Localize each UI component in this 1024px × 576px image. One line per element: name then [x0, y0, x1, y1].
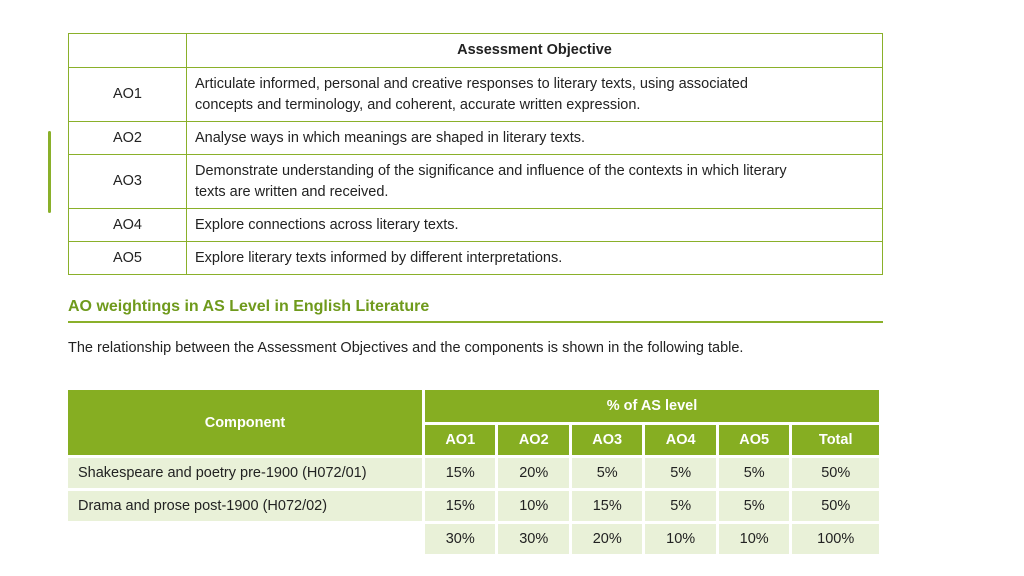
- weight-cell: 100%: [792, 524, 879, 554]
- table-row: [69, 209, 883, 242]
- ao-description: [187, 155, 883, 209]
- ao-description: [187, 209, 883, 242]
- weight-cell: 10%: [719, 524, 789, 554]
- ao-weightings-table: [65, 387, 882, 557]
- weight-cell: 5%: [719, 491, 789, 521]
- table-row: [68, 491, 879, 521]
- ao-code: AO4: [69, 209, 187, 242]
- ao-description: [187, 68, 883, 122]
- ao-description-line: Explore literary texts informed by different interpretations.: [195, 249, 563, 266]
- ao-description-line: Analyse ways in which meanings are shaped in literary texts.: [195, 129, 586, 146]
- component-name: [68, 524, 422, 554]
- weight-cell: 10%: [645, 524, 715, 554]
- percent-group-header: % of AS level: [425, 390, 879, 422]
- left-margin-marker: [48, 131, 51, 213]
- table-row: [69, 242, 883, 275]
- ao-description-line: concepts and terminology, and coherent, accurate written expression.: [195, 96, 641, 113]
- ao-code: AO2: [69, 122, 187, 155]
- ao-description-line: texts are written and received.: [195, 183, 389, 200]
- table-row: [68, 458, 879, 488]
- assessment-objectives-table: [68, 33, 883, 275]
- component-name: Drama and prose post-1900 (H072/02): [68, 491, 422, 521]
- weight-cell: 30%: [425, 524, 495, 554]
- weight-cell: 30%: [498, 524, 568, 554]
- ao-header-title: Assessment Objective: [187, 34, 883, 68]
- weight-cell: 5%: [645, 491, 715, 521]
- component-header: Component: [68, 390, 422, 455]
- section-heading: AO weightings in AS Level in English Literature: [68, 298, 883, 323]
- ao-code: AO5: [69, 242, 187, 275]
- ao-code: AO1: [69, 68, 187, 122]
- weight-cell: 20%: [498, 458, 568, 488]
- column-header: Total: [792, 425, 879, 455]
- weight-cell: 10%: [498, 491, 568, 521]
- weight-cell: 50%: [792, 458, 879, 488]
- weightings-header-row: [68, 390, 879, 422]
- column-header: AO1: [425, 425, 495, 455]
- weight-cell: 50%: [792, 491, 879, 521]
- column-header: AO5: [719, 425, 789, 455]
- ao-description: [187, 242, 883, 275]
- weight-cell: 15%: [425, 458, 495, 488]
- component-name: Shakespeare and poetry pre-1900 (H072/01): [68, 458, 422, 488]
- table-row: [69, 155, 883, 209]
- ao-description: [187, 122, 883, 155]
- ao-header-blank: [69, 34, 187, 68]
- table-row: [69, 122, 883, 155]
- weight-cell: 5%: [645, 458, 715, 488]
- weight-cell: 20%: [572, 524, 642, 554]
- column-header: AO4: [645, 425, 715, 455]
- weight-cell: 5%: [572, 458, 642, 488]
- intro-paragraph: The relationship between the Assessment Objectives and the components is shown in the following table.: [68, 340, 744, 356]
- ao-table-header-row: [69, 34, 883, 68]
- ao-code: AO3: [69, 155, 187, 209]
- column-header: AO3: [572, 425, 642, 455]
- weight-cell: 15%: [572, 491, 642, 521]
- table-row: [69, 68, 883, 122]
- column-header: AO2: [498, 425, 568, 455]
- weight-cell: 5%: [719, 458, 789, 488]
- table-row: [68, 524, 879, 554]
- weight-cell: 15%: [425, 491, 495, 521]
- ao-description-line: Articulate informed, personal and creative responses to literary texts, using associated: [195, 75, 748, 92]
- ao-description-line: Demonstrate understanding of the significance and influence of the contexts in which literary: [195, 162, 787, 179]
- ao-description-line: Explore connections across literary texts.: [195, 216, 459, 233]
